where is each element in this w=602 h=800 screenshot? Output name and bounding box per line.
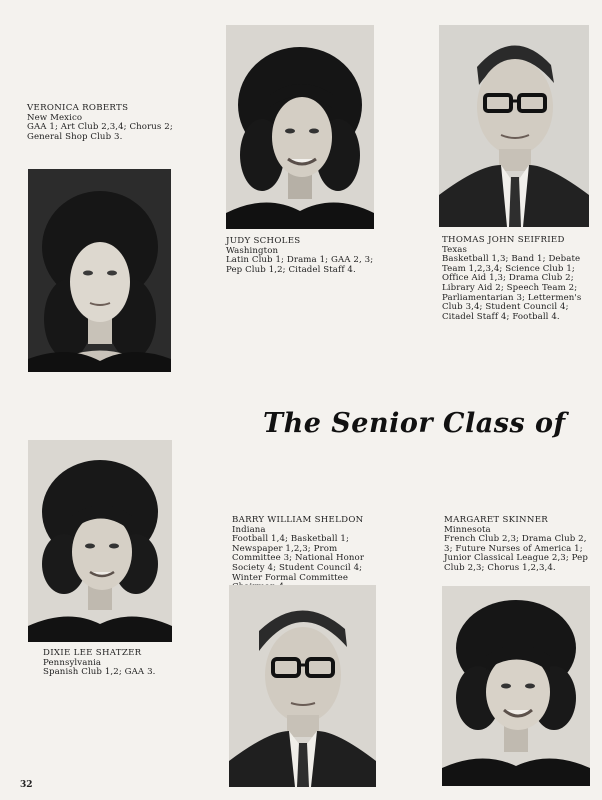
senior-activities: Spanish Club 1,2; GAA 3. [43,667,156,678]
senior-name: VERONICA ROBERTS [27,103,129,113]
senior-state: Indiana [232,524,266,535]
senior-state: Washington [226,245,279,256]
senior-state: Pennsylvania [43,657,102,668]
page-title: The Senior Class of [263,408,566,439]
portrait-veronica-roberts [28,169,171,372]
page-number: 32 [20,780,33,790]
portrait-judy-scholes [226,25,374,229]
senior-activities: Latin Club 1; Drama 1; GAA 2, 3; Pep Club 1,2; Citadel Staff 4. [226,255,374,275]
senior-caption-veronica-roberts [27,104,177,142]
senior-name: DIXIE LEE SHATZER [43,648,142,658]
senior-caption-judy-scholes [226,237,376,275]
senior-activities: GAA 1; Art Club 2,3,4; Chorus 2; General Shop Club 3. [27,122,173,142]
senior-name: MARGARET SKINNER [444,515,549,525]
portrait-dixie-lee-shatzer [28,440,172,642]
portrait-barry-william-sheldon [229,585,376,787]
senior-caption-thomas-john-seifried [442,236,588,322]
senior-state: Texas [442,244,468,255]
senior-state: Minnesota [444,524,491,535]
senior-name: JUDY SCHOLES [226,236,301,246]
senior-activities: Basketball 1,3; Band 1; Debate Team 1,2,3,4; Science Club 1; Office Aid 1,3; Drama Club 2; Library Aid 2; Speech Team 2; Parliamentarian 3; Lettermen's Club 3,4; Student Council 4; Citadel Staff 4; Football 4. [442,254,582,322]
senior-caption-margaret-skinner [444,516,592,574]
senior-activities: French Club 2,3; Drama Club 2, 3; Future Nurses of America 1; Junior Classical League 2,3; Pep Club 2,3; Chorus 1,2,3,4. [444,534,588,573]
portrait-margaret-skinner [442,586,590,786]
senior-name: BARRY WILLIAM SHELDON [232,515,364,525]
portrait-thomas-john-seifried [439,25,589,227]
senior-name: THOMAS JOHN SEIFRIED [442,235,565,245]
senior-caption-barry-william-sheldon [232,516,380,593]
senior-caption-dixie-lee-shatzer [43,649,173,678]
senior-activities: Football 1,4; Basketball 1; Newspaper 1,2,3; Prom Committee 3; National Honor Society 4; Student Council 4; Winter Formal Committee [232,534,365,583]
senior-state: New Mexico [27,112,83,123]
